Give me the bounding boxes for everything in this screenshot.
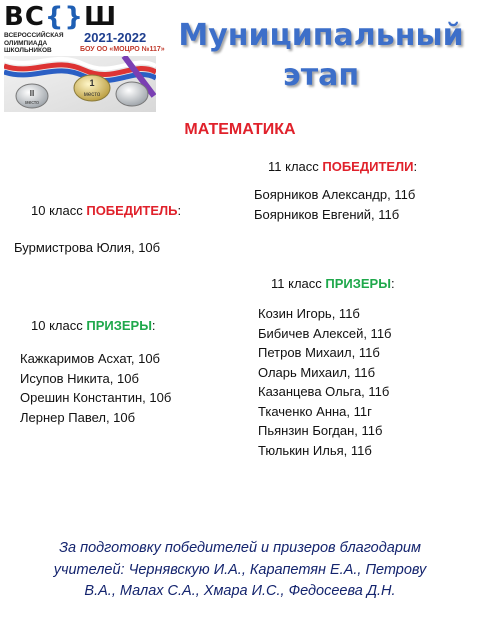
- list-item: Исупов Никита, 10б: [20, 370, 139, 386]
- logo-school: БОУ ОО «МОЦРО №117»: [80, 46, 165, 53]
- logo-subtitle: [4, 32, 74, 55]
- logo-title: [4, 4, 117, 30]
- page-title-line1: Муниципальный: [178, 18, 464, 53]
- list-item: Козин Игорь, 11б: [258, 306, 360, 321]
- grade11-winners-list: [254, 185, 415, 224]
- medal-label: II: [29, 89, 35, 98]
- list-item: Бурмистрова Юлия, 10б: [14, 240, 161, 255]
- grade10-prize-label: 10 класс ПРИЗЕРЫ:: [31, 318, 156, 333]
- page-title-line2: этап: [282, 58, 360, 93]
- list-item: Орешин Константин, 10б: [20, 390, 172, 405]
- olympiad-logo: [4, 2, 165, 112]
- list-item: Боярников Александр, 11б: [254, 187, 416, 202]
- list-item: Кажкаримов Асхат, 10б: [20, 351, 160, 366]
- logo-subtitle-line: ОЛИМПИАДА: [4, 39, 48, 47]
- list-item: Ткаченко Анна, 11г: [258, 403, 372, 419]
- list-item: Боярников Евгений, 11б: [254, 206, 400, 222]
- grade11-prize-label: 11 класс ПРИЗЕРЫ:: [271, 276, 395, 291]
- logo-subtitle-line: ШКОЛЬНИКОВ: [4, 47, 52, 54]
- logo-title-right: Ш: [83, 2, 118, 32]
- medals-image: [4, 56, 156, 112]
- grade11-winners-label: 11 класс ПОБЕДИТЕЛИ:: [268, 159, 418, 174]
- subject-title: МАТЕМАТИКА: [184, 121, 296, 138]
- acknowledgement-line: В.А., Малах С.А., Хмара И.С., Федосеева Д.Н.: [84, 583, 396, 599]
- logo-subtitle-line: ВСЕРОССИЙСКАЯ: [4, 32, 64, 39]
- acknowledgement-text: [20, 538, 460, 603]
- grade10-prize-list: [20, 349, 171, 427]
- list-item: Казанцева Ольга, 11б: [258, 384, 390, 399]
- list-item: Лернер Павел, 10б: [20, 409, 136, 425]
- list-item: Бибичев Алексей, 11б: [258, 325, 392, 341]
- medal-label: 1: [89, 78, 95, 88]
- acknowledgement-line: учителей: Чернявскую И.А., Карапетян Е.А., Петрову: [53, 561, 427, 578]
- list-item: Оларь Михаил, 11б: [258, 364, 376, 380]
- medal-label: место: [83, 92, 101, 98]
- grade11-prize-list: [258, 304, 392, 460]
- list-item: Тюлькин Илья, 11б: [258, 442, 372, 458]
- list-item: Петров Михаил, 11б: [258, 345, 380, 360]
- acknowledgement-line: За подготовку победителей и призеров благодарим: [59, 540, 421, 556]
- logo-title-left: ВС: [4, 2, 45, 32]
- grade10-winners-list: [14, 238, 160, 258]
- list-item: Пьянзин Богдан, 11б: [258, 423, 383, 438]
- grade10-winner-label: 10 класс ПОБЕДИТЕЛЬ:: [31, 203, 182, 218]
- logo-years: 2021-2022: [84, 30, 147, 45]
- logo-emblem-icon: {}: [44, 2, 84, 32]
- medal-label: место: [25, 100, 39, 106]
